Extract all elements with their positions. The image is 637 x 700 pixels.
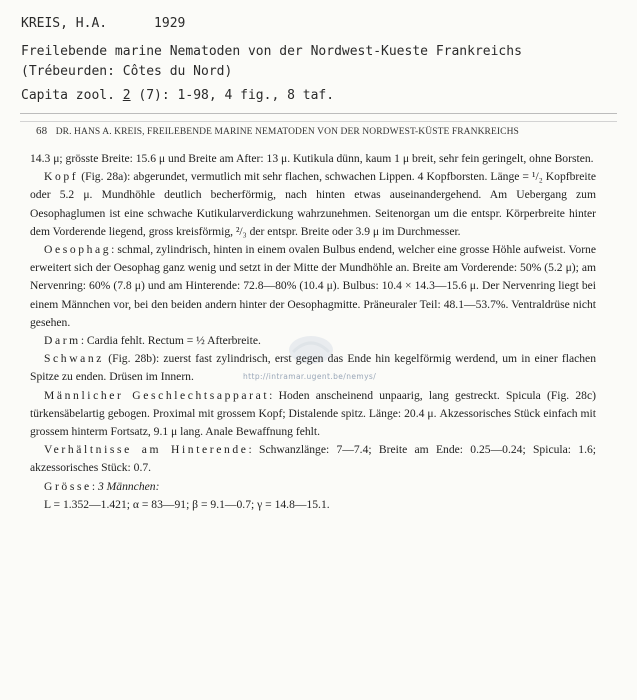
- watermark-url: http://intramar.ugent.be/nemys/: [243, 372, 377, 381]
- citation: [21, 86, 621, 106]
- paragraph-groesse: Grösse: 3 Männchen:: [44, 479, 160, 493]
- title-line-1: Freilebende marine Nematoden von der Nordwest-Kueste Frankreichs: [21, 44, 522, 59]
- heading-oesophag: Oesophag: [44, 243, 112, 257]
- paragraph-measurements: 14.3 μ; grösste Breite: 15.6 μ und Breite am After: 13 μ. Kutikula dünn, kaum 1 μ breit, sehr fein geringelt, ohne Borsten.: [30, 152, 594, 165]
- heading-kopf: Kopf: [44, 170, 79, 184]
- paragraph-darm: Darm: Cardia fehlt. Rectum = ½ Afterbreite.: [44, 334, 261, 348]
- separator-line-2: [20, 121, 617, 122]
- paragraph-schwanz: Schwanz (Fig. 28b): zuerst fast zylindrisch, erst gegen das Ende hin kegelförmig werdend, um in einer flachen Spitze zu enden. Drüsen im Innern.: [30, 352, 596, 384]
- heading-darm: Darm: [44, 334, 81, 348]
- heading-geschlechtsapparat: Männlicher Geschlechtsapparat: [44, 388, 270, 402]
- heading-verhaeltnisse: Verhältnisse am Hinterende: [44, 443, 249, 457]
- separator-line: [20, 113, 617, 114]
- page-running-header: [36, 125, 596, 137]
- citation-volume: 2: [122, 88, 131, 103]
- citation-prefix: Capita zool.: [21, 88, 123, 103]
- paragraph-geschlechtsapparat: Männlicher Geschlechtsapparat: Hoden anscheinend unpaarig, lang gestreckt. Spicula (Fig. 28c) türkensäbelartig gebogen. Proximal mit grossem Kopf; Distalende spitz. Länge: 20.4 μ. Akzessorisches Stück einfach mit grossem hinterm Fortsatz, 9.1 μ lang. Anale Bewaffnung fehlt.: [30, 388, 596, 439]
- heading-groesse: Grösse: [44, 479, 92, 493]
- paragraph-verhaeltnisse: Verhältnisse am Hinterende: Schwanzlänge: 7—7.4; Breite am Ende: 0.25—0.24; Spicula: 1.6; akzessorisches Stück: 0.7.: [30, 443, 596, 475]
- citation-rest: (7): 1-98, 4 fig., 8 taf.: [130, 88, 335, 103]
- running-title: DR. HANS A. KREIS, FREILEBENDE MARINE NEMATODEN VON DER NORDWEST-KÜSTE FRANKREICHS: [55, 127, 519, 137]
- paragraph-oesophag: Oesophag: schmal, zylindrisch, hinten in einem ovalen Bulbus endend, welcher eine grosse Höhle aufweist. Vorne erweitert sich der Oesophag ganz wenig und setzt in der Mitte der Mundhöhle an. Breite am Vorderende: 50% (5.2 μ); am Nervenring: 60% (7.8 μ) und am Hinterende: 72.8—80% (10.4 μ). Bulbus: 10.4 × 14.3—15.6 μ. Der Nervenring liegt bei einem Männchen vor, bei den beiden andern hinter der Oesophagmitte. Präneuraler Teil: 48.1—53.7%. Ventraldrüse nicht gesehen.: [30, 243, 596, 329]
- paragraph-formula: L = 1.352—1.421; α = 83—91; β = 9.1—0.7; γ = 14.8—15.1.: [44, 497, 330, 511]
- groesse-males: 3 Männchen:: [97, 479, 160, 493]
- title-line-2: (Trébeurden: Côtes du Nord): [21, 64, 233, 79]
- document-body: [30, 150, 596, 514]
- author-year: KREIS, H.A. 1929: [21, 16, 186, 31]
- page-number: 68: [36, 125, 48, 137]
- catalog-card-header: [21, 14, 621, 106]
- paragraph-kopf: Kopf (Fig. 28a): abgerundet, vermutlich mit sehr flachen, schwachen Lippen. 4 Kopfborsten. Länge = ¹/₂ Kopfbreite oder 5.2 μ. Mundhöhle deutlich becherförmig, nach hinten etwas auseinandergehend. Am Uebergang zum Oesophaglumen ist eine schwache Kutikularverdickung wahrzunehmen. Seitenorgan um die entspr. Körperbreite hinter dem Vorderende liegend, gross kreisförmig, ²/₃ der entspr. Breite oder 3.9 μ im Durchmesser.: [30, 170, 596, 238]
- heading-schwanz: Schwanz: [44, 352, 105, 366]
